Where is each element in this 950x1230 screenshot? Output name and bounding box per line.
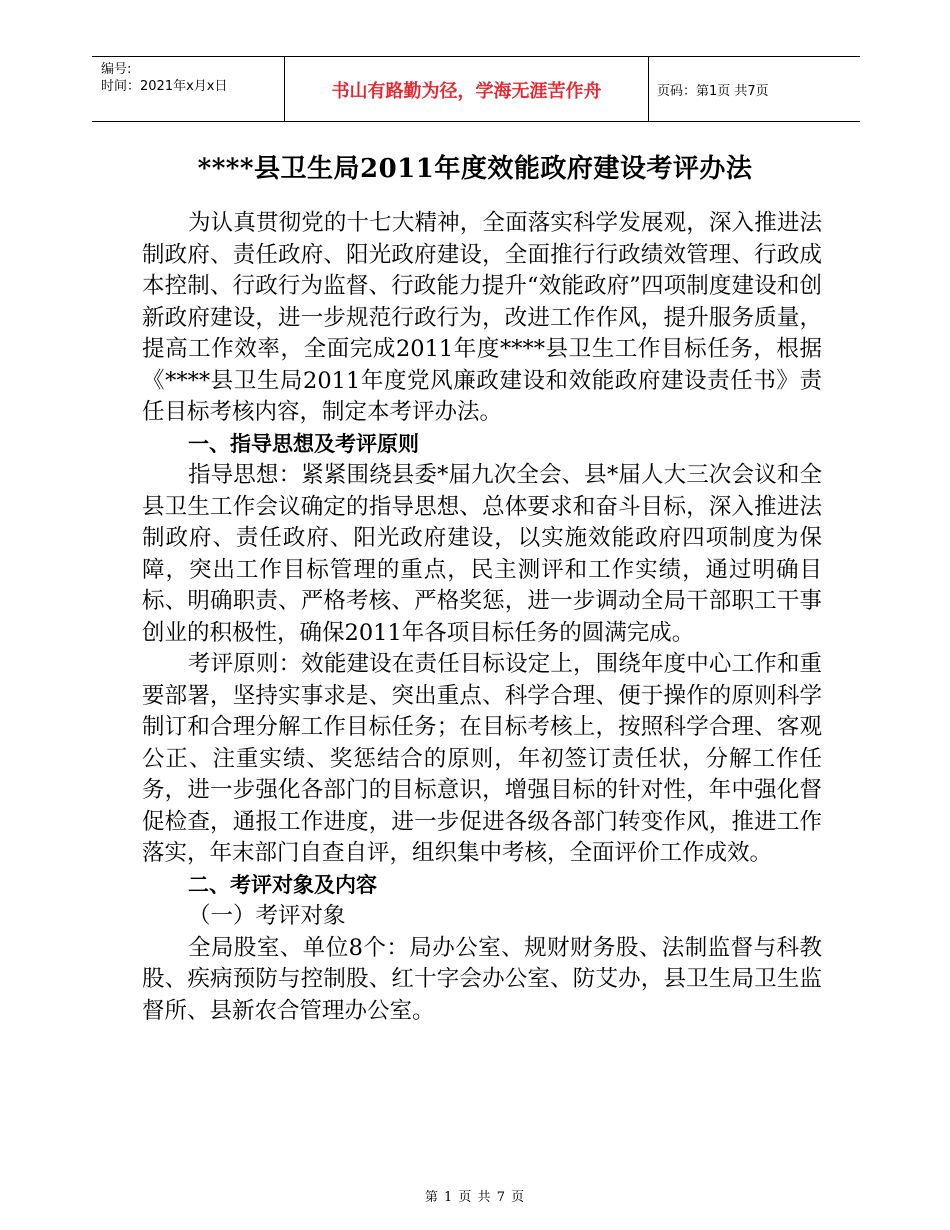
header-meta — [92, 57, 285, 121]
document-body — [142, 208, 822, 1027]
evaluation-principles-paragraph: 考评原则：效能建设在责任目标设定上，围绕年度中心工作和重要部署，坚持实事求是、突出重点、科学合理、便于操作的原则科学制订和合理分解工作目标任务；在目标考核上，按照科学合理、客观公正、注重实绩、奖惩结合的原则，年初签订责任状，分解工作任务，进一步强化各部门的目标意识，增强目标的针对性，年中强化督促检查，通报工作进度，进一步促进各级各部门转变作风，推进工作落实，年末部门自查自评，组织集中考核，全面评价工作成效。 — [142, 651, 822, 866]
evaluation-targets-paragraph: 全局股室、单位8个：局办公室、规财财务股、法制监督与科教股、疾病预防与控制股、红十字会办公室、防艾办，县卫生局卫生监督所、县新农合管理办公室。 — [142, 934, 822, 1024]
header-page-info: 页码：第1页 共7页 — [657, 83, 769, 99]
intro-paragraph: 为认真贯彻党的十七大精神，全面落实科学发展观，深入推进法制政府、责任政府、阳光政府建设，全面推行行政绩效管理、行政成本控制、行政行为监督、行政能力提升“效能政府”四项制度建设和创新政府建设，进一步规范行政行为，改进工作作风，提升服务质量，提高工作效率，全面完成2011年度****县卫生工作目标任务，根据《****县卫生局2011年度党风廉政建设和效能政府建设责任书》责任目标考核内容，制定本考评办法。 — [142, 210, 822, 425]
document-title: ****县卫生局2011年度效能政府建设考评办法 — [197, 154, 753, 184]
header-motto: 书山有路勤为径，学海无涯苦作舟 — [285, 57, 649, 121]
guiding-ideology-paragraph: 指导思想：紧紧围绕县委*届九次全会、县*届人大三次会议和全县卫生工作会议确定的指导思想、总体要求和奋斗目标，深入推进法制政府、责任政府、阳光政府建设，以实施效能政府四项制度为保障，突出工作目标管理的重点，民主测评和工作实绩，通过明确目标、明确职责、严格考核、严格奖惩，进一步调动全局干部职工干事创业的积极性，确保2011年各项目标任务的圆满完成。 — [142, 462, 822, 646]
subsection-heading-1: （一）考评对象 — [188, 903, 346, 929]
time-label: 时间：2021年x月x日 — [101, 79, 228, 94]
section-heading-2: 二、考评对象及内容 — [188, 872, 377, 897]
section-heading-1: 一、指导思想及考评原则 — [188, 431, 419, 456]
page-footer: 第 1 页 共 7 页 — [424, 1190, 526, 1205]
page-header — [92, 56, 860, 122]
number-label: 编号: — [101, 62, 132, 77]
